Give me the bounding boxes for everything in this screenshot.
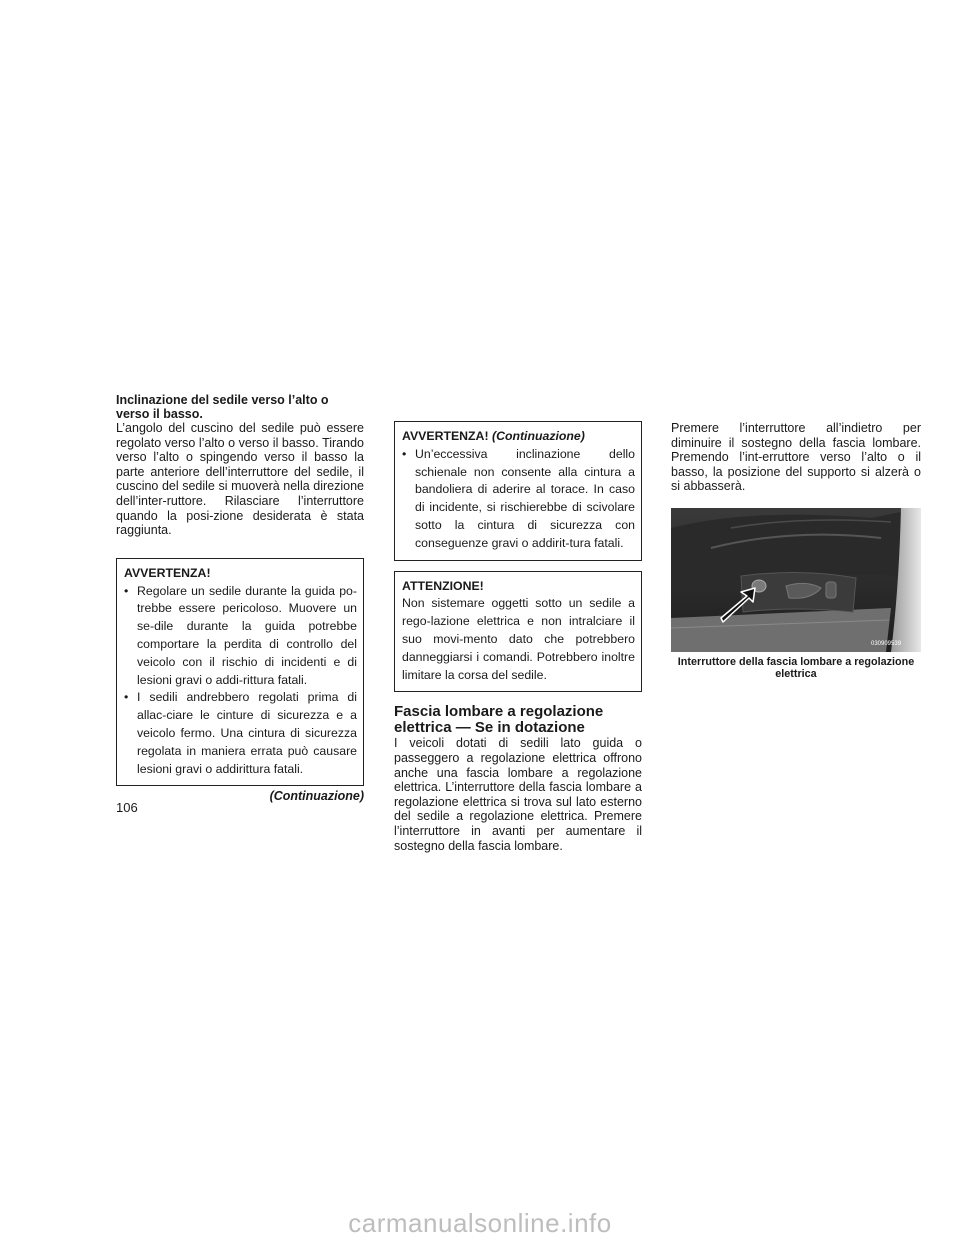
caution-title: ATTENZIONE! (402, 578, 484, 593)
warning-title-suffix: (Continuazione) (491, 429, 585, 443)
warning-box-continued (394, 421, 642, 561)
continued-label: (Continuazione) (269, 789, 364, 804)
section-heading-lumbar: Fascia lombare a regolazione elettrica — Se in dotazione (394, 703, 604, 737)
warning-box (116, 558, 364, 787)
caution-box (394, 571, 642, 693)
page-number: 106 (116, 800, 138, 815)
column-right (671, 421, 921, 681)
paragraph-lumbar: I veicoli dotati di sedili lato guida o passeggero a regolazione elettrica offrono anche una fascia lombare a regolazione elettrica. L’interruttore della fascia lombare a regolazione elettrica si trova sul lato esterno del sedile a regolazione elettrica. Premere l’interruttore in avanti per aumentare il sostegno della fascia lombare. (394, 736, 642, 853)
warning-title-text: AVVERTENZA! (402, 429, 489, 443)
caution-text: Non sistemare oggetti sotto un sedile a rego-lazione elettrica e non intralciare il suo movi-mento dato che potrebbero danneggiarsi i comandi. Potrebbero inoltre limitare la corsa del sedile. (402, 596, 635, 682)
paragraph-lumbar-continued: Premere l’interruttore all’indietro per diminuire il sostegno della fascia lombare. Premendo l’int-erruttore verso l’alto o il basso, la posizione del supporto si alzerà o si abbasserà. (671, 421, 921, 494)
column-middle (394, 421, 642, 853)
warning-title: AVVERTENZA! (124, 565, 211, 580)
warning-item: • Un’eccessiva inclinazione dello schienale non consente alla cintura a bandoliera di aderire al torace. In caso di incidente, si rischierebbe di scivolare sotto la cintura di sicurezza con conseguenze gravi o addirit-tura fatali. (402, 446, 635, 553)
warning-list (402, 446, 635, 553)
seat-illustration (671, 508, 921, 652)
figure-code: 030909539 (871, 640, 902, 647)
watermark-site: carmanualsonline.info (348, 1208, 612, 1238)
lumbar-switch-photo (671, 508, 921, 652)
paragraph-seat-tilt: L’angolo del cuscino del sedile può essere regolato verso l’alto o verso il basso. Tirando verso l’alto o spingendo verso il basso la parte anteriore dell’interruttore del sedile, il cuscino del sedile si muoverà nella direzione dell’inter-ruttore. Rilasciare l’interruttore quando la posi-zione desiderata è stata raggiunta. (116, 421, 364, 538)
figure-caption: Interruttore della fascia lombare a regolazione elettrica (677, 655, 915, 681)
warning-title (402, 428, 635, 446)
subheading-seat-tilt: Inclinazione del sedile verso l’alto o verso il basso. (116, 393, 329, 421)
warning-item: • I sedili andrebbero regolati prima di allac-ciare le cinture di sicurezza e a veicolo fermo. Una cintura di sicurezza regolata in maniera errata può causare lesioni gravi o addirittura fatali. (124, 689, 357, 778)
warning-list (124, 583, 357, 779)
warning-item: • Regolare un sedile durante la guida po-trebbe essere pericoloso. Muovere un se-dile durante la guida potrebbe comportare la perdita di controllo del veicolo con il rischio di incidenti e di lesioni gravi o addi-rittura fatali. (124, 583, 357, 690)
column-left (116, 393, 364, 803)
